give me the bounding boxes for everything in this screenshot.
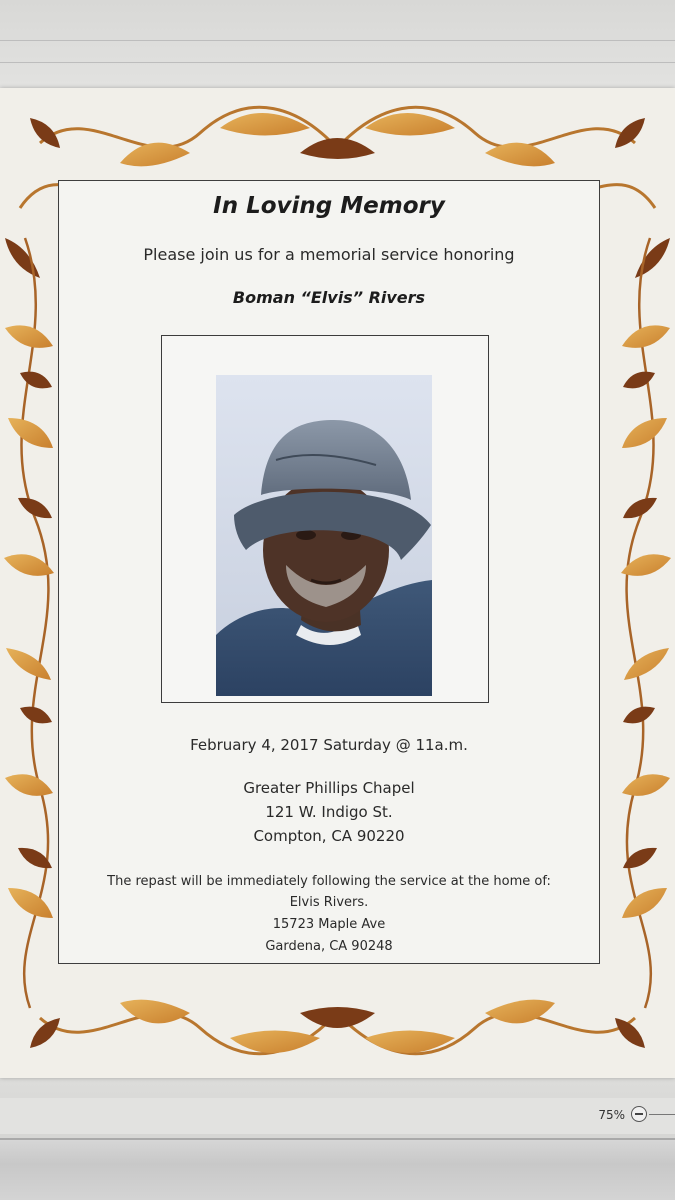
- zoom-level[interactable]: 75%: [598, 1108, 625, 1122]
- chapel-city: Compton, CA 90220: [253, 827, 405, 845]
- honoree-name: Boman “Elvis” Rivers: [232, 288, 426, 307]
- chapel-street: 121 W. Indigo St.: [265, 803, 393, 821]
- monitor-bezel: [0, 1140, 675, 1200]
- card-subtitle: Please join us for a memorial service honoring: [143, 245, 515, 264]
- document-page[interactable]: [0, 88, 675, 1078]
- home-street: 15723 Maple Ave: [272, 917, 386, 932]
- service-date: February 4, 2017 Saturday @ 11a.m.: [190, 736, 468, 754]
- zoom-out-icon[interactable]: [631, 1106, 647, 1122]
- home-name: Elvis Rivers.: [289, 895, 369, 910]
- home-city: Gardena, CA 90248: [265, 939, 393, 954]
- card-title: In Loving Memory: [213, 193, 445, 219]
- status-bar: [0, 1098, 675, 1134]
- repast-note: The repast will be immediately following the service at the home of:: [107, 874, 551, 889]
- zoom-slider[interactable]: [649, 1114, 675, 1115]
- portrait-photo: [216, 375, 432, 696]
- photo-frame: [161, 335, 489, 703]
- ruler-line: [0, 40, 675, 41]
- ruler-line: [0, 62, 675, 63]
- chapel-name: Greater Phillips Chapel: [243, 779, 415, 797]
- memorial-card: [58, 180, 600, 964]
